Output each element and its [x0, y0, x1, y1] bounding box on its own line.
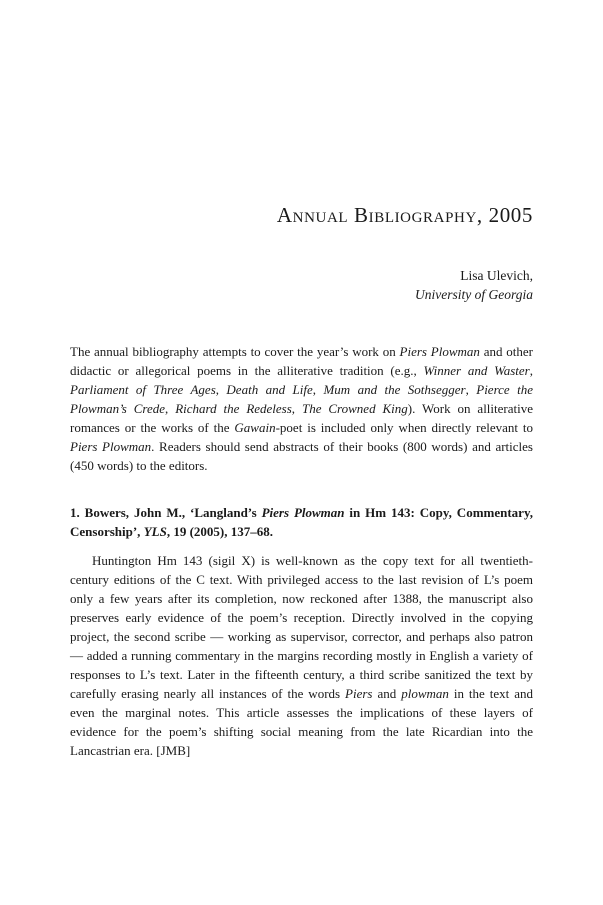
entry-heading: 1. Bowers, John M., ‘Langland’s Piers Plowman in Hm 143: Copy, Commentary, Censorship’, YLS, 19 (2005), 137–68.	[70, 505, 533, 539]
entry-abstract: Huntington Hm 143 (sigil X) is well-known as the copy text for all twentieth-century editions of the C text. With privileged access to the last revision of L’s poem only a few years after its completion, now reckoned after 1388, the manuscript also preserves early evidence of the poem’s reception. Directly involved in the copying project, the second scribe — working as supervisor, corrector, and perhaps also patron — added a running commentary in the margins recording mostly in English a variety of responses to L’s text. Later in the fifteenth century, a third scribe sanitized the text by carefully erasing nearly all instances of the words Piers and plowman in the text and even the marginal notes. This article assesses the implications of these layers of evidence for the poem’s shifting social meaning from the late Ricardian into the Lancastrian era. [JMB]	[70, 553, 533, 758]
byline	[70, 266, 533, 304]
author-name: Lisa Ulevich,	[460, 268, 533, 283]
page-content	[70, 205, 533, 760]
page-title: Annual Bibliography, 2005	[276, 203, 533, 227]
author-affiliation: University of Georgia	[415, 287, 533, 302]
intro-paragraph: The annual bibliography attempts to cover the year’s work on Piers Plowman and other didactic or allegorical poems in the alliterative tradition (e.g., Winner and Waster, Parliament of Three Ages, Death and Life, Mum and the Sothsegger, Pierce the Plowman’s Crede, Richard the Redeless, The Crowned King). Work on alliterative romances or the works of the Gawain-poet is included only when directly relevant to Piers Plowman. Readers should send abstracts of their books (800 words) and articles (450 words) to the editors.	[70, 344, 534, 473]
